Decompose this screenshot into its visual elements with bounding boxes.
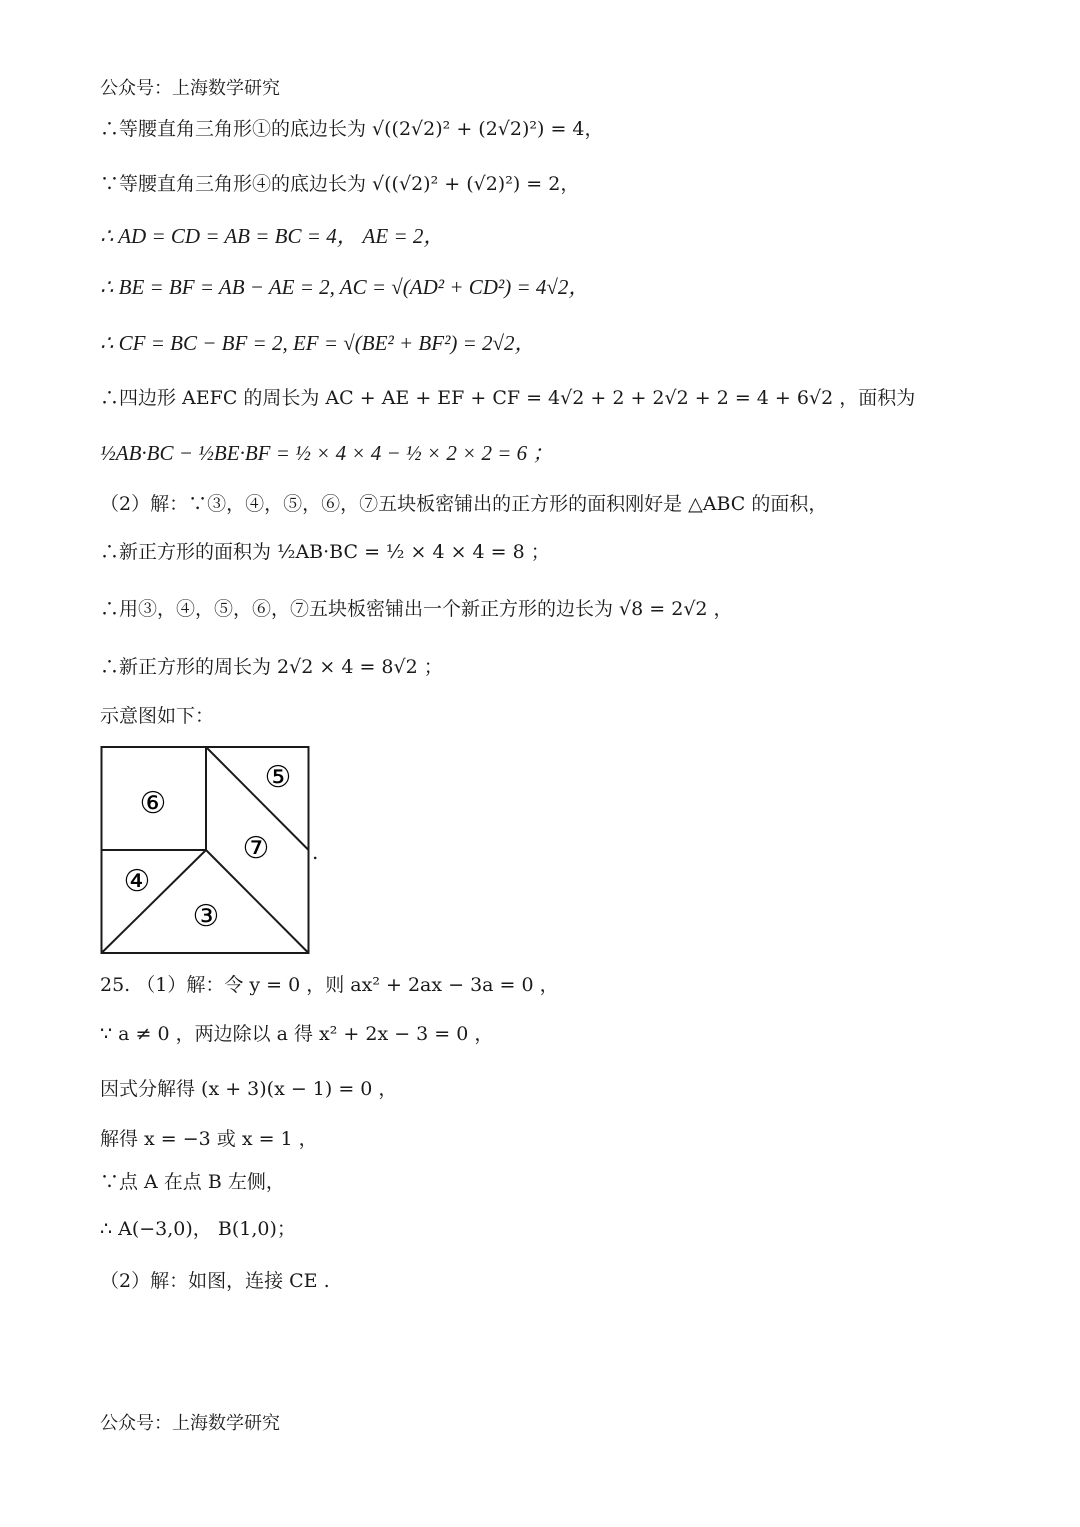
page-footer: 公众号：上海数学研究 [100, 1413, 280, 1434]
text-line-8: （2）解：∵③，④，⑤，⑥，⑦五块板密铺出的正方形的面积刚好是 △ABC 的面积， [100, 493, 828, 515]
text-line-6: ∴四边形 AEFC 的周长为 AC + AE + EF + CF = 4√2 + 2 + 2√2 + 2 = 4 + 6√2 ，面积为 [100, 387, 916, 409]
text-line-7: ½AB·BC − ½BE·BF = ½ × 4 × 4 − ½ × 2 × 2 = 6 ； [100, 441, 554, 465]
text-line-14: ∵ a ≠ 0 ，两边除以 a 得 x² + 2x − 3 = 0 ， [100, 1023, 494, 1045]
piece-4-label: ④ [123, 864, 151, 899]
text-line-18: ∴ A(−3,0)， B(1,0)； [100, 1218, 296, 1240]
text-line-17: ∵点 A 在点 B 左侧， [100, 1171, 285, 1193]
piece-7-label: ⑦ [242, 831, 270, 866]
text-line-1: ∴等腰直角三角形①的底边长为 √((2√2)² + (2√2)²) = 4， [100, 118, 604, 140]
text-line-19: （2）解：如图，连接 CE . [100, 1270, 330, 1292]
tangram-square-diagram [100, 745, 315, 955]
text-line-16: 解得 x = −3 或 x = 1 ， [100, 1128, 318, 1150]
text-line-12: 示意图如下： [100, 705, 215, 727]
text-line-9: ∴新正方形的面积为 ½AB·BC = ½ × 4 × 4 = 8 ； [100, 541, 550, 563]
piece-3-label: ③ [192, 899, 220, 934]
text-line-4: ∴ BE = BF = AB − AE = 2, AC = √(AD² + CD²) = 4√2， [100, 275, 590, 299]
text-line-3: ∴ AD = CD = AB = BC = 4， AE = 2， [100, 224, 445, 248]
page-header: 公众号：上海数学研究 [100, 78, 280, 99]
piece-5-label: ⑤ [264, 760, 292, 795]
text-line-13: 25. （1）解：令 y = 0 ，则 ax² + 2ax − 3a = 0 ， [100, 974, 559, 996]
text-line-2: ∵等腰直角三角形④的底边长为 √((√2)² + (√2)²) = 2， [100, 173, 580, 195]
diagram-end-mark: . [312, 840, 319, 864]
text-line-10: ∴用③，④，⑤，⑥，⑦五块板密铺出一个新正方形的边长为 √8 = 2√2 ， [100, 598, 733, 620]
text-line-5: ∴ CF = BC − BF = 2, EF = √(BE² + BF²) = 2√2， [100, 331, 536, 355]
text-line-15: 因式分解得 (x + 3)(x − 1) = 0 ， [100, 1078, 398, 1100]
piece-6-label: ⑥ [139, 786, 167, 821]
diagonal-4-3 [102, 850, 207, 953]
text-line-11: ∴新正方形的周长为 2√2 × 4 = 8√2 ； [100, 656, 443, 678]
